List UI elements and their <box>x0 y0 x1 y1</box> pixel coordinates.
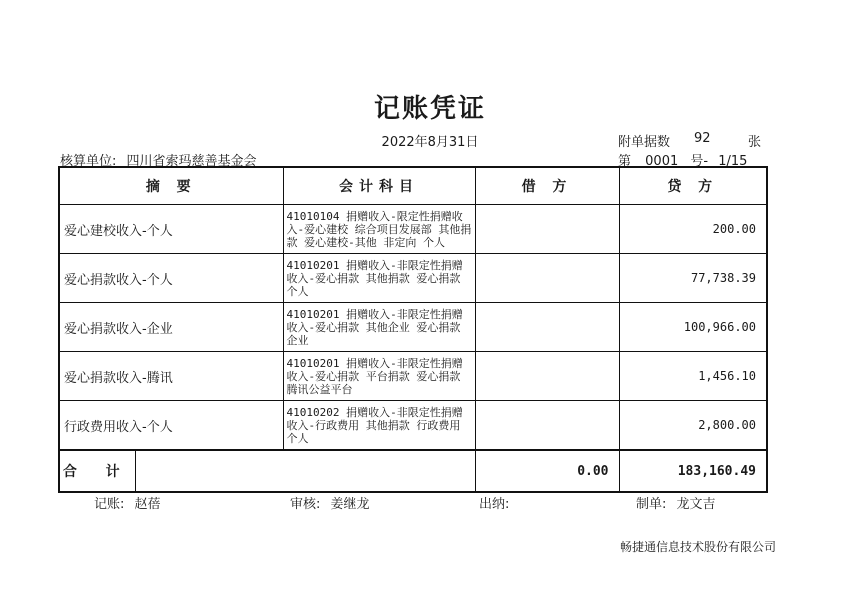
table-row <box>59 205 767 254</box>
table-header-row <box>59 167 767 205</box>
row-credit: 200.00 <box>619 205 767 254</box>
total-debit: 0.00 <box>475 450 619 492</box>
accounting-unit-name: 四川省索玛慈善基金会 <box>126 154 257 169</box>
table-row <box>59 303 767 352</box>
header-credit: 贷 方 <box>619 167 767 205</box>
row-credit: 77,738.39 <box>619 254 767 303</box>
header-summary: 摘 要 <box>59 167 283 205</box>
row-summary: 爱心捐款收入-个人 <box>59 254 283 303</box>
preparer <box>636 493 716 512</box>
voucher-date: 2022年8月31日 <box>381 135 479 150</box>
row-account: 41010202 捐赠收入-非限定性捐赠收入-行政费用 其他捐款 行政费用 个人 <box>283 401 475 451</box>
voucher-number-prefix: 第 <box>618 154 632 169</box>
cashier <box>479 493 515 512</box>
row-credit: 100,966.00 <box>619 303 767 352</box>
row-account: 41010201 捐赠收入-非限定性捐赠收入-爱心捐款 平台捐款 爱心捐款 腾讯公益平台 <box>283 352 475 401</box>
row-debit <box>475 401 619 451</box>
voucher-number-value: 0001 <box>645 154 679 169</box>
row-summary: 爱心捐款收入-企业 <box>59 303 283 352</box>
reviewer <box>290 493 370 512</box>
software-company: 畅捷通信息技术股份有限公司 <box>620 540 777 554</box>
attachment-count: 92 <box>694 131 711 146</box>
voucher-number-suffix: 号- <box>690 154 709 169</box>
row-credit: 2,800.00 <box>619 401 767 451</box>
row-summary: 爱心捐款收入-腾讯 <box>59 352 283 401</box>
row-account: 41010104 捐赠收入-限定性捐赠收入-爱心建校 综合项目发展部 其他捐款 爱心建校-其他 非定向 个人 <box>283 205 475 254</box>
header-account: 会计科目 <box>283 167 475 205</box>
total-row <box>59 450 767 492</box>
voucher-title: 记账凭证 <box>373 94 486 124</box>
reviewer-name: 姜继龙 <box>330 497 370 512</box>
accounting-unit-label: 核算单位: <box>60 154 117 169</box>
voucher-page: 1/15 <box>718 154 748 169</box>
row-summary: 爱心建校收入-个人 <box>59 205 283 254</box>
total-blank-cell <box>135 450 475 492</box>
table-row <box>59 401 767 451</box>
reviewer-label: 审核: <box>290 497 321 512</box>
row-debit <box>475 205 619 254</box>
row-debit <box>475 254 619 303</box>
table-row <box>59 352 767 401</box>
total-credit: 183,160.49 <box>619 450 767 492</box>
row-debit <box>475 352 619 401</box>
total-label: 合 计 <box>59 450 135 492</box>
table-row <box>59 254 767 303</box>
row-account: 41010201 捐赠收入-非限定性捐赠收入-爱心捐款 其他企业 爱心捐款 企业 <box>283 303 475 352</box>
voucher-table <box>58 166 768 493</box>
bookkeeper-label: 记账: <box>94 497 125 512</box>
row-credit: 1,456.10 <box>619 352 767 401</box>
row-account: 41010201 捐赠收入-非限定性捐赠收入-爱心捐款 其他捐款 爱心捐款 个人 <box>283 254 475 303</box>
preparer-name: 龙文吉 <box>676 497 716 512</box>
bookkeeper <box>94 493 161 512</box>
row-summary: 行政费用收入-个人 <box>59 401 283 451</box>
attachment-label: 附单据数 <box>618 135 671 150</box>
preparer-label: 制单: <box>636 497 667 512</box>
cashier-label: 出纳: <box>479 497 510 512</box>
row-debit <box>475 303 619 352</box>
header-debit: 借 方 <box>475 167 619 205</box>
attachment-unit: 张 <box>748 135 762 150</box>
bookkeeper-name: 赵蓓 <box>134 497 161 512</box>
